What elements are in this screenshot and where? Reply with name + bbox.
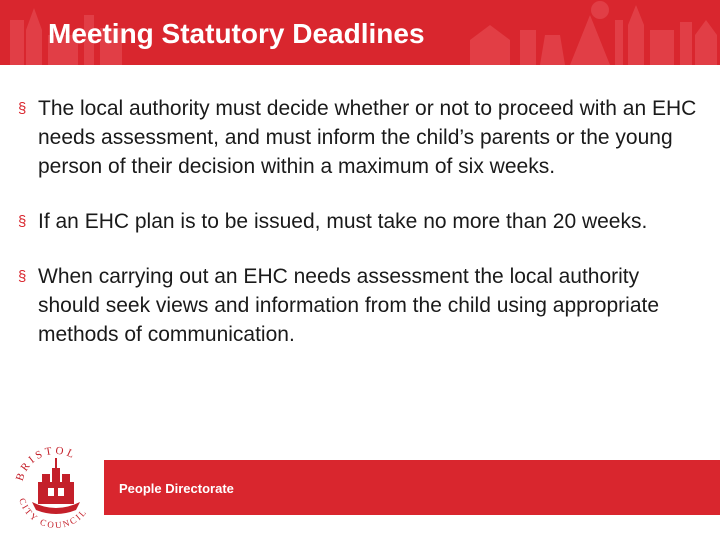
header-banner	[0, 0, 720, 65]
bristol-city-council-logo	[8, 438, 104, 534]
bullet-list	[18, 94, 698, 375]
bullet-marker-icon: §	[18, 268, 27, 285]
bullet-marker-icon: §	[18, 213, 27, 230]
bullet-marker-icon: §	[18, 100, 27, 117]
bullet-item	[18, 94, 698, 181]
slide-title: Meeting Statutory Deadlines	[48, 18, 425, 49]
bullet-text: When carrying out an EHC needs assessment the local authority should seek views and information from the child using appropriate methods of communication.	[38, 265, 660, 346]
bullet-item	[18, 262, 698, 349]
svg-text:CITY COUNCIL: CITY COUNCIL	[17, 496, 90, 531]
bullet-text: If an EHC plan is to be issued, must take no more than 20 weeks.	[38, 210, 648, 233]
castle-ship-emblem-icon	[32, 458, 80, 514]
footer-department-label: People Directorate	[119, 481, 234, 496]
bullet-item	[18, 207, 698, 236]
footer-bar	[104, 460, 720, 515]
svg-text:BRISTOL: BRISTOL	[13, 444, 79, 483]
bullet-text: The local authority must decide whether or not to proceed with an EHC needs assessment, and must inform the child’s parents or the young person of their decision within a maximum of six weeks.	[38, 97, 697, 178]
